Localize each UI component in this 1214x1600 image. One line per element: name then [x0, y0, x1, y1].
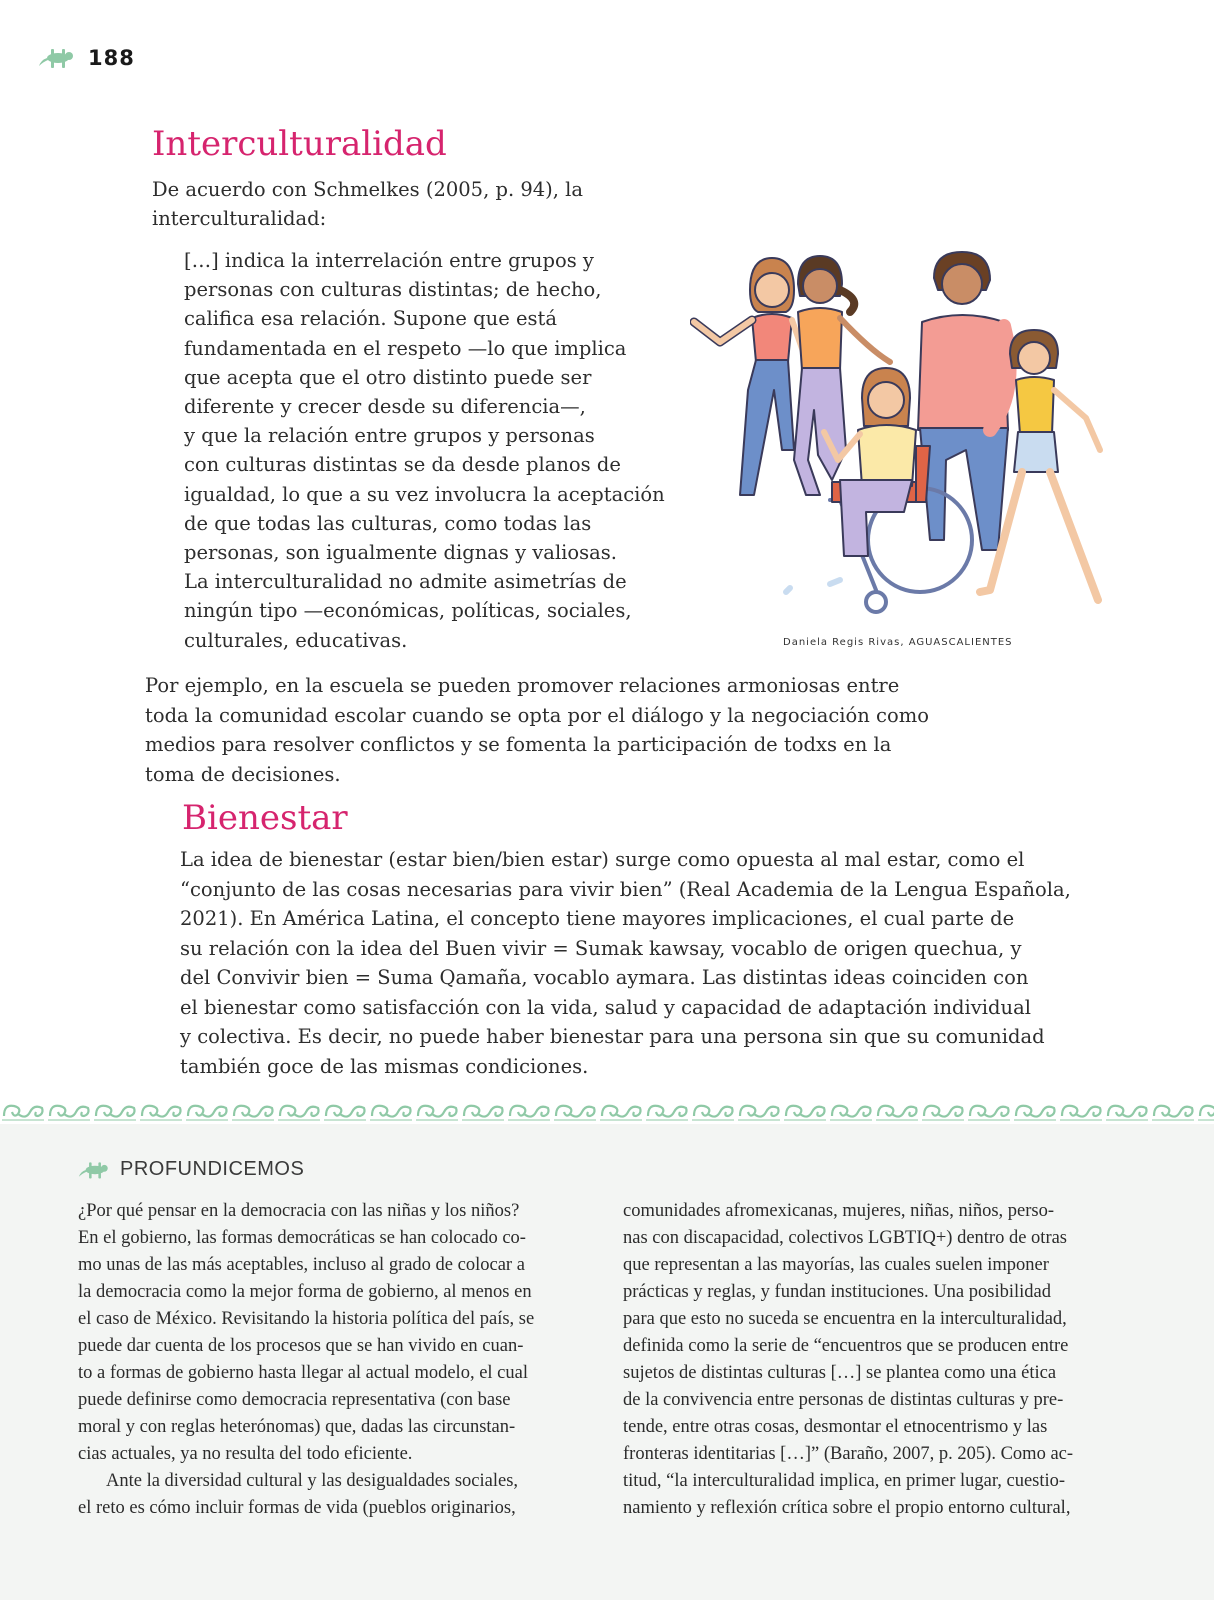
column-line: el reto es cómo incluir formas de vida (pueblos originarios,: [78, 1498, 516, 1518]
quote-line: La interculturalidad no admite asimetrías de: [184, 570, 627, 594]
illustration-credit: Daniela Regis Rivas, AGUASCALIENTES: [783, 637, 1013, 648]
column-line: de la convivencia entre personas de distintas culturas y pre-: [623, 1390, 1064, 1410]
column-line: titud, “la interculturalidad implica, en primer lugar, cuestio-: [623, 1471, 1066, 1491]
quote-line: personas con culturas distintas; de hecho,: [184, 278, 602, 302]
quote-line: personas, son igualmente dignas y valiosas.: [184, 541, 617, 565]
column-line: puede definirse como democracia representativa (con base: [78, 1390, 511, 1410]
bienestar-paragraph: [180, 845, 1120, 1081]
intro-text: De acuerdo con Schmelkes (2005, p. 94), la interculturalidad:: [152, 178, 584, 230]
column-line: definida como la serie de “encuentros que se producen entre: [623, 1336, 1069, 1356]
ornamental-border: [0, 1098, 1214, 1124]
paragraph-line: el bienestar como satisfacción con la vida, salud y capacidad de adaptación individual: [180, 995, 1031, 1019]
section-title-bienestar: Bienestar: [182, 798, 348, 838]
column-line: el caso de México. Revisitando la historia política del país, se: [78, 1309, 535, 1329]
column-line: fronteras identitarias […]” (Baraño, 2007, p. 205). Como ac-: [623, 1444, 1074, 1464]
quote-line: de que todas las culturas, como todas las: [184, 511, 592, 535]
profundicemos-label: PROFUNDICEMOS: [120, 1158, 305, 1180]
page-number: [38, 46, 135, 70]
paragraph-line: La idea de bienestar (estar bien/bien estar) surge como opuesta al mal estar, como el: [180, 848, 1025, 871]
column-line: prácticas y reglas, y fundan instituciones. Una posibilidad: [623, 1282, 1051, 1302]
column-line: mo unas de las más aceptables, incluso al grado de colocar a: [78, 1255, 525, 1275]
quote-line: con culturas distintas se da desde planos de: [184, 453, 621, 477]
example-paragraph: Por ejemplo, en la escuela se pueden promover relaciones armoniosas entre toda la comunidad escolar cuando se opta por el diálogo y la negociación como medios para resolver conflictos y se fomenta la participación de todxs en la toma de decisiones.: [145, 674, 929, 786]
column-line: namiento y reflexión crítica sobre el propio entorno cultural,: [623, 1498, 1071, 1518]
column-line: comunidades afromexicanas, mujeres, niñas, niños, perso-: [623, 1201, 1055, 1221]
column-line: moral y con reglas heterónomas) que, dadas las circunstan-: [78, 1417, 516, 1437]
column-line: to a formas de gobierno hasta llegar al actual modelo, el cual: [78, 1363, 528, 1383]
quote-line: diferente y crecer desde su diferencia—,: [184, 395, 586, 419]
lizard-icon: [38, 46, 78, 70]
page-number-text: 188: [88, 46, 135, 70]
quote-line: igualdad, lo que a su vez involucra la aceptación: [184, 482, 665, 506]
column-line: que representan a las mayorías, las cuales suelen imponer: [623, 1255, 1049, 1275]
lizard-icon: [78, 1159, 112, 1181]
quote-line: ningún tipo —económicas, políticas, sociales,: [184, 599, 632, 623]
column-line: para que esto no suceda se encuentra en la interculturalidad,: [623, 1309, 1067, 1329]
paragraph-line: su relación con la idea del Buen vivir = Sumak kawsay, vocablo de origen quechua, y: [180, 936, 1022, 960]
quote-line: que acepta que el otro distinto puede ser: [184, 365, 592, 389]
column-line: En el gobierno, las formas democráticas se han colocado co-: [78, 1228, 526, 1248]
paragraph-line: también goce de las mismas condiciones.: [180, 1054, 589, 1078]
quote-line: califica esa relación. Supone que está: [184, 307, 557, 331]
box-right-column: [623, 1198, 1137, 1522]
quote-line: […] indica la interrelación entre grupos y: [184, 249, 594, 272]
paragraph-line: y colectiva. Es decir, no puede haber bienestar para una persona sin que su comunidad: [180, 1025, 1045, 1048]
section-title-interculturalidad: Interculturalidad: [152, 124, 447, 164]
column-line: puede dar cuenta de los procesos que se han vivido en cuan-: [78, 1336, 524, 1356]
quote-line: y que la relación entre grupos y personas: [184, 424, 595, 448]
column-line: cias actuales, ya no resulta del todo eficiente.: [78, 1444, 413, 1464]
column-line: sujetos de distintas culturas […] se plantea como una ética: [623, 1363, 1057, 1383]
paragraph-line: 2021). En América Latina, el concepto tiene mayores implicaciones, el cual parte de: [180, 907, 1015, 930]
block-quote: [184, 246, 684, 655]
quote-line: fundamentada en el respeto —lo que implica: [184, 336, 627, 360]
column-line: la democracia como la mejor forma de gobierno, al menos en: [78, 1282, 532, 1302]
column-line: Ante la diversidad cultural y las desigualdades sociales,: [106, 1471, 519, 1491]
box-left-column: [78, 1198, 592, 1522]
paragraph-line: “conjunto de las cosas necesarias para vivir bien” (Real Academia de la Lengua Española,: [180, 877, 1071, 901]
paragraph-line: del Convivir bien = Suma Qamaña, vocablo aymara. Las distintas ideas coinciden con: [180, 966, 1029, 989]
column-line: nas con discapacidad, colectivos LGBTIQ+) dentro de otras: [623, 1228, 1068, 1248]
column-line: tende, entre otras cosas, desmontar el etnocentrismo y las: [623, 1417, 1048, 1437]
quote-line: culturales, educativas.: [184, 628, 408, 652]
column-line: ¿Por qué pensar en la democracia con las niñas y los niños?: [78, 1201, 520, 1221]
children-illustration: [690, 250, 1140, 642]
profundicemos-heading: [78, 1158, 304, 1181]
